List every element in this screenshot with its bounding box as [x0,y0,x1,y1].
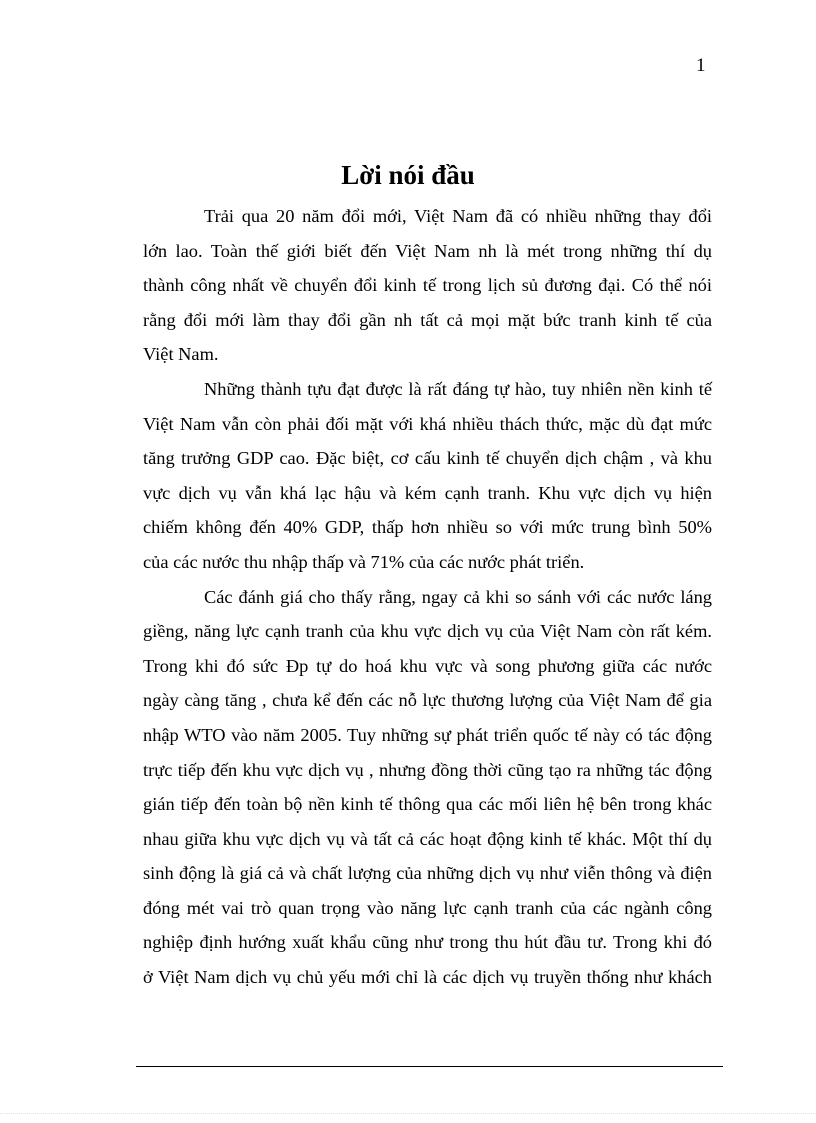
page-bottom-edge [0,1113,816,1114]
text-line: chiếm không đến 40% GDP, thấp hơn nhiều so với mức trung bình 50% [143,517,712,538]
text-line: gián tiếp đến toàn bộ nền kinh tế thông qua các mối liên hệ bên trong khác [143,794,712,815]
text-line: nhập WTO vào năm 2005. Tuy những sự phát triển quốc tế này có tác động [143,724,712,745]
text-line: giềng, năng lực cạnh tranh của khu vực dịch vụ của Việt Nam còn rất kém. [143,621,712,642]
text-line: lớn lao. Toàn thế giới biết đến Việt Nam nh là mét trong những thí dụ [143,240,712,261]
text-line: ở Việt Nam dịch vụ chủ yếu mới chỉ là các dịch vụ truyền thống như khách [143,967,712,988]
text-line: Việt Nam. [143,344,219,365]
text-line: của các nước thu nhập thấp và 71% của các nước phát triển. [143,551,585,572]
text-line: Trong khi đó sức Đp tự do hoá khu vực và song phương giữa các nước [143,655,712,676]
text-line: nhau giữa khu vực dịch vụ và tất cả các hoạt động kinh tế khác. Một thí dụ [143,828,712,849]
text-line: trực tiếp đến khu vực dịch vụ , nhưng đồng thời cũng tạo ra những tác động [143,759,712,780]
text-line: Việt Nam vẫn còn phải đối mặt với khá nhiều thách thức, mặc dù đạt mức [143,413,712,434]
text-line: rằng đổi mới làm thay đổi gần nh tất cả mọi mặt bức tranh kinh tế của [143,309,712,330]
body-text [143,199,712,995]
page-title: Lời nói đầu [341,160,475,190]
text-line: thành công nhất về chuyển đổi kinh tế trong lịch sủ đương đại. Có thể nói [143,275,712,296]
text-line: vực dịch vụ vẫn khá lạc hậu và kém cạnh tranh. Khu vực dịch vụ hiện [143,482,712,503]
text-line: sinh động là giá cả và chất lượng của những dịch vụ như viễn thông và điện [143,863,712,884]
text-line: ngày càng tăng , chưa kể đến các nỗ lực thương lượng của Việt Nam để gia [143,690,712,711]
text-line: đóng mét vai trò quan trọng vào năng lực cạnh tranh của các ngành công [143,897,712,918]
page-number: 1 [696,55,706,76]
text-line: Trải qua 20 năm đổi mới, Việt Nam đã có nhiều những thay đổi [204,206,712,226]
paragraph-2 [143,372,712,580]
paragraph-3 [143,580,712,995]
text-line: Những thành tựu đạt được là rất đáng tự hào, tuy nhiên nền kinh tế [204,378,712,399]
text-line: Các đánh giá cho thấy rằng, ngay cả khi so sánh với các nước láng [204,586,712,607]
text-line: tăng trưởng GDP cao. Đặc biệt, cơ cấu kinh tế chuyển dịch chậm , và khu [143,448,712,469]
footer-divider [136,1066,723,1067]
text-line: nghiệp định hướng xuất khẩu cũng như trong thu hút đầu tư. Trong khi đó [143,932,712,953]
paragraph-1 [143,199,712,372]
